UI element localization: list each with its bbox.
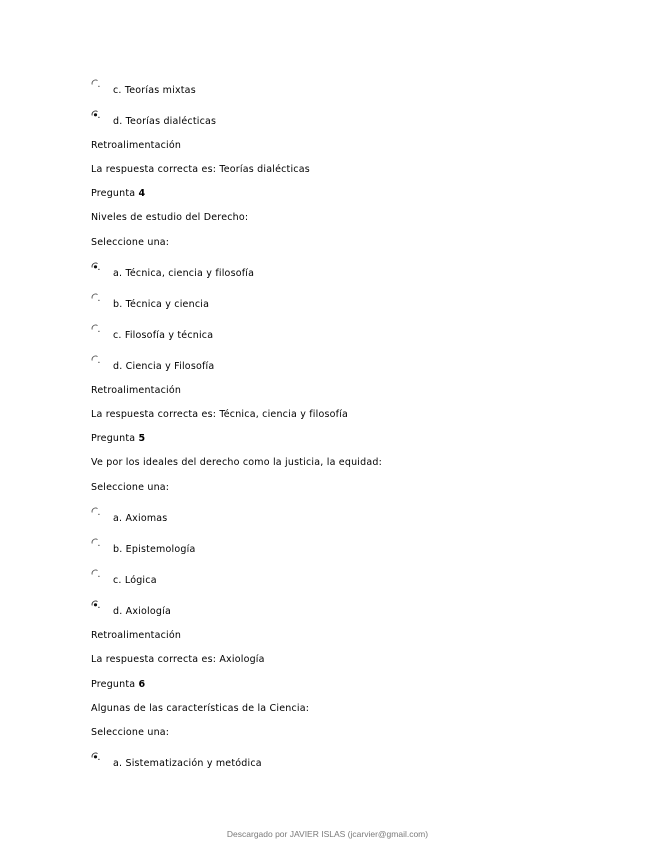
q5-feedback-title: Retroalimentación <box>91 630 182 641</box>
q4-correct-answer: La respuesta correcta es: Técnica, ciencia y filosofía <box>91 409 349 420</box>
question-label: Pregunta <box>91 188 139 199</box>
q5-select-prompt: Seleccione una: <box>91 482 170 493</box>
q6-option-a[interactable] <box>91 752 391 768</box>
option-label: a. Técnica, ciencia y filosofía <box>113 268 255 279</box>
q5-correct-answer: La respuesta correcta es: Axiología <box>91 654 265 665</box>
q6-header <box>91 679 145 691</box>
option-label: d. Axiología <box>113 606 171 617</box>
option-label: a. Sistematización y metódica <box>113 758 262 769</box>
q5-header <box>91 433 145 445</box>
q4-header <box>91 188 145 200</box>
q3-feedback-title: Retroalimentación <box>91 140 182 151</box>
radio-selected-icon[interactable] <box>91 262 100 271</box>
q4-option-d[interactable] <box>91 355 391 371</box>
radio-unselected-icon[interactable] <box>91 538 100 547</box>
q3-option-c[interactable] <box>91 79 391 95</box>
option-label: c. Teorías mixtas <box>113 85 196 96</box>
q3-option-d[interactable] <box>91 110 391 126</box>
radio-unselected-icon[interactable] <box>91 293 100 302</box>
radio-unselected-icon[interactable] <box>91 79 100 88</box>
question-label: Pregunta <box>91 679 139 690</box>
q5-option-a[interactable] <box>91 507 391 523</box>
option-label: c. Filosofía y técnica <box>113 330 214 341</box>
option-label: b. Epistemología <box>113 544 196 555</box>
question-number: 5 <box>138 433 146 444</box>
question-label: Pregunta <box>91 433 139 444</box>
download-footer: Descargado por JAVIER ISLAS (jcarvier@gmail.com) <box>226 829 429 839</box>
q4-select-prompt: Seleccione una: <box>91 237 170 248</box>
option-label: c. Lógica <box>113 575 157 586</box>
q5-option-c[interactable] <box>91 569 391 585</box>
q4-option-b[interactable] <box>91 293 391 309</box>
radio-selected-icon[interactable] <box>91 110 100 119</box>
q5-option-d[interactable] <box>91 600 391 616</box>
radio-selected-icon[interactable] <box>91 600 100 609</box>
option-label: d. Teorías dialécticas <box>113 116 217 127</box>
q4-feedback-title: Retroalimentación <box>91 385 182 396</box>
q3-correct-answer: La respuesta correcta es: Teorías dialécticas <box>91 164 310 175</box>
q4-text: Niveles de estudio del Derecho: <box>91 212 249 223</box>
question-number: 6 <box>138 679 146 690</box>
q4-option-a[interactable] <box>91 262 391 278</box>
radio-unselected-icon[interactable] <box>91 355 100 364</box>
radio-selected-icon[interactable] <box>91 752 100 761</box>
question-number: 4 <box>138 188 146 199</box>
option-label: b. Técnica y ciencia <box>113 299 210 310</box>
option-label: a. Axiomas <box>113 513 168 524</box>
q5-text: Ve por los ideales del derecho como la justicia, la equidad: <box>91 457 383 468</box>
q6-text: Algunas de las características de la Ciencia: <box>91 703 310 714</box>
radio-unselected-icon[interactable] <box>91 324 100 333</box>
radio-unselected-icon[interactable] <box>91 507 100 516</box>
option-label: d. Ciencia y Filosofía <box>113 361 215 372</box>
q5-option-b[interactable] <box>91 538 391 554</box>
radio-unselected-icon[interactable] <box>91 569 100 578</box>
q6-select-prompt: Seleccione una: <box>91 727 170 738</box>
q4-option-c[interactable] <box>91 324 391 340</box>
